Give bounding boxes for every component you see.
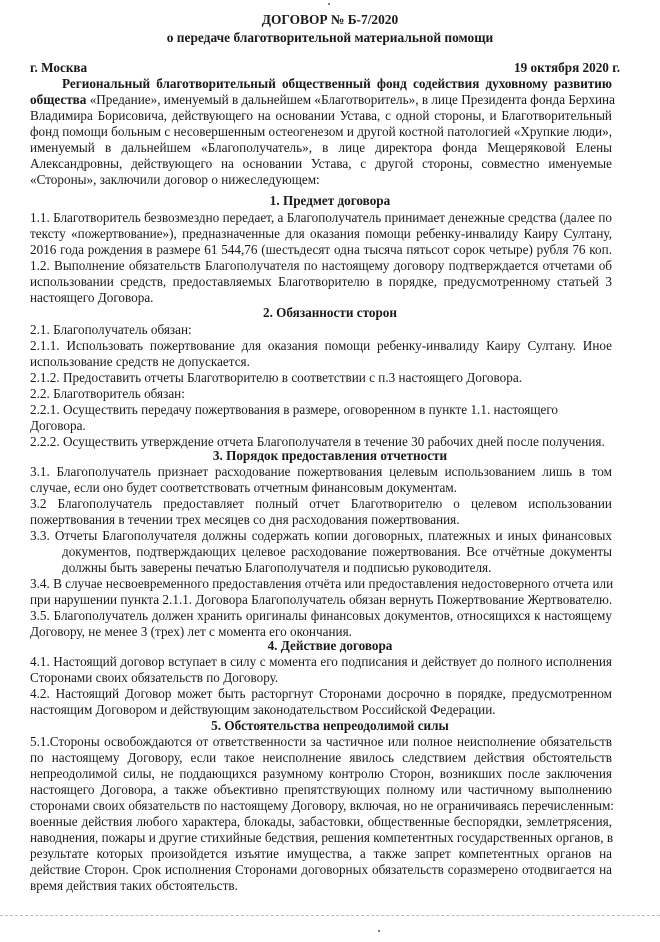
clause-line: 5.1.Стороны освобождаются от ответственности за частичное или полное неисполнение обязательств: [30, 734, 612, 749]
preamble-bold-lead: общества: [30, 92, 87, 107]
scan-edge-line: [0, 915, 660, 916]
clause-line: случае, если оно будет соответствовать отчетным финансовым документам.: [30, 480, 457, 495]
clause-line: 1.1. Благотворитель безвозмездно передает, а Благополучатель принимает денежные средства (далее по: [30, 210, 612, 225]
clause-line: 3.4. В случае несвоевременного предоставления отчёта или предоставления недостоверного отчета или: [30, 576, 614, 591]
clause-line: тексту «пожертвование»), предназначенные для оказания помощи ребенку-инвалиду Каиру Султану,: [30, 226, 612, 241]
clause-line: использовании средств, предоставляемых Благотворителю в порядке, предусмотренному статьей 3: [30, 274, 612, 289]
scan-speck: [328, 3, 330, 5]
preamble-line-text: «Предание», именуемый в дальнейшем «Благотворитель», в лице Президента фонда Берхина: [89, 92, 615, 107]
clause-line: 3.2 Благополучатель предоставляет полный отчет Благотворителю о целевом использовании: [30, 496, 612, 511]
section-heading: 5. Обстоятельства непреодолимой силы: [211, 718, 449, 733]
scan-speck: [378, 930, 380, 932]
section-heading: 3. Порядок предоставления отчетности: [212, 448, 448, 463]
clause-line: 3.1. Благополучатель признает расходование пожертвования целевым использованием лишь в том: [30, 464, 612, 479]
clause-line: 2.1.2. Предоставить отчеты Благотворителю в соответствии с п.3 настоящего Договора.: [30, 370, 523, 385]
clause-line: 2016 года рождения в размере 61 544,76 (шестьдесят одна тысяча пятьсот сорок четыре) рубля 76 коп.: [30, 242, 612, 257]
clause-line: использование средств не допускается.: [30, 354, 250, 369]
clause-line: настоящим Договором и действующим законодательством Российской Федерации.: [30, 702, 496, 717]
clause-line: при нарушении пункта 2.1.1. Договора Благополучатель обязан вернуть Пожертвование Жертвователю.: [30, 592, 613, 607]
clause-line: 3.3. Отчеты Благополучателя должны содержать копии договорных, платежных и иных финансовых: [30, 528, 612, 543]
clause-line: пожертвования в течении трех месяцев со дня расходования пожертвования.: [30, 512, 460, 527]
clause-line: 4.1. Настоящий договор вступает в силу с момента его подписания и действует до полного исполнения: [30, 654, 612, 669]
clause-line: 2.2.1. Осуществить передачу пожертвования в размере, оговоренном в пункте 1.1. настоящего: [30, 402, 558, 417]
section-heading: 2. Обязанности сторон: [262, 305, 398, 320]
clause-line: Сторонами своих обязательств по Договору.: [30, 670, 279, 685]
clause-line: должны быть заверены печатью Благополучателя и подписью руководителя.: [62, 560, 492, 575]
clause-line: по настоящему Договору, если такое неисполнение явилось следствием действия обстоятельств: [30, 750, 612, 765]
clause-line: 2.1.1. Использовать пожертвование для оказания помощи ребенку-инвалиду Каиру Султану. Иное: [30, 338, 612, 353]
clause-line: 1.2. Выполнение обязательств Благополучателя по настоящему договору подтверждается отчетами об: [30, 258, 612, 273]
clause-line: сторонами своих обязательств по настоящему Договору, включая, но не ограничиваясь перечисленным:: [30, 798, 614, 813]
clause-line: время действия таких обстоятельств.: [30, 878, 238, 893]
preamble-line: Владимира Борисовича, действующего на основании Устава, с одной стороны, и Благотворительный: [30, 108, 612, 123]
clause-line: 2.1. Благополучатель обязан:: [30, 322, 192, 337]
clause-line: действие Сторон. Срок исполнения Сторонами договорных обязательств соразмерено отодвигается на: [30, 862, 612, 877]
preamble-line: Региональный благотворительный общественный фонд содействия духовному развитию: [62, 76, 612, 91]
city: г. Москва: [30, 60, 88, 75]
clause-line: настоящего Договора, а также объективно препятствующих полному или частичному выполнению: [30, 782, 612, 797]
section-heading: 4. Действие договора: [267, 638, 393, 653]
preamble-line: фонд помощи больным с несовершенным остеогенезом и другой костной патологией «Хрупкие люди»,: [30, 124, 612, 139]
clause-line: непреодолимой силы, не поддающихся разумному контролю Сторон, возникших после заключения: [30, 766, 612, 781]
clause-line: наводнения, пожары и другие стихийные бедствия, решения компетентных государственных органов, в: [30, 830, 614, 845]
clause-line: результате которых произойдется изъятие имущества, а также запрет компетентных органов на: [30, 846, 612, 861]
preamble-line: «Стороны», заключили договор о нижеследующем:: [30, 172, 320, 187]
contract-date: 19 октября 2020 г.: [514, 60, 620, 75]
clause-line: 2.2. Благотворитель обязан:: [30, 386, 185, 401]
section-heading: 1. Предмет договора: [269, 193, 391, 208]
clause-line: 2.2.2. Осуществить утверждение отчета Благополучателя в течение 30 рабочих дней после получения.: [30, 434, 605, 449]
preamble-line: Александровны, действующего на основании Устава, с другой стороны, совместно именуемые: [30, 156, 612, 171]
clause-line: 3.5. Благополучатель должен хранить оригиналы финансовых документов, относящихся к настоящему: [30, 608, 612, 623]
preamble-line: именуемый в дальнейшем «Благополучатель», в лице директора фонда Мещеряковой Елены: [30, 140, 612, 155]
document-title: ДОГОВОР № Б-7/2020: [261, 12, 399, 27]
clause-line: настоящего Договора.: [30, 290, 154, 305]
clause-line: военные действия любого характера, блокады, забастовки, общественные беспорядки, землетрясения,: [30, 814, 612, 829]
clause-line: документов, подтверждающих целевое расходование пожертвования. Все отчётные документы: [62, 544, 612, 559]
clause-line: Договору, не менее 3 (трех) лет с момента его окончания.: [30, 624, 352, 639]
document-subtitle: о передаче благотворительной материальной помощи: [166, 30, 494, 45]
preamble-line: [30, 92, 615, 108]
clause-line: Договора.: [30, 418, 86, 433]
clause-line: 4.2. Настоящий Договор может быть расторгнут Сторонами досрочно в порядке, предусмотренном: [30, 686, 612, 701]
